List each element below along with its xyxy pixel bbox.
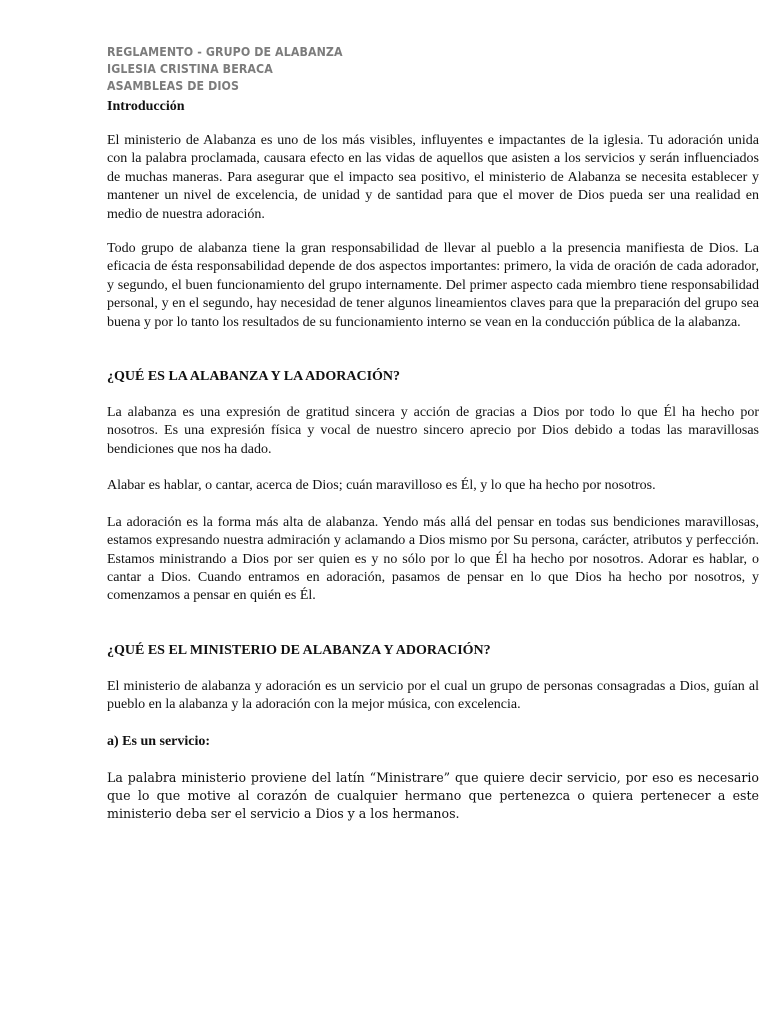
header-line-1: REGLAMENTO - GRUPO DE ALABANZA (107, 45, 343, 59)
header-line-3: ASAMBLEAS DE DIOS (107, 79, 240, 93)
section1-paragraph-3: La adoración es la forma más alta de alabanza. Yendo más allá del pensar en todas sus bendiciones maravillosas, estamos expresando nuestra admiración y aclamando a Dios mismo por Su persona, carácter, atributos y perfección. Estamos ministrando a Dios por ser quien es y no sólo por lo que Él ha hecho por nosotros. Adorar es hablar, o cantar a Dios. Cuando entramos en adoración, pasamos de pensar en lo que Dios ha hecho por nosotros, y comenzamos a pensar en quién es Él. (107, 514, 759, 604)
section-title-alabanza-adoracion: ¿QUÉ ES LA ALABANZA Y LA ADORACIÓN? (107, 369, 401, 385)
section2-paragraph-2: La palabra ministerio proviene del latín “Ministrare” que quiere decir servicio, por eso es necesario que lo que motive al corazón de cualquier hermano que pertenezca o quiera pertenecer a este ministerio deba ser el servicio a Dios y a los hermanos. (107, 769, 759, 822)
section1-paragraph-2: Alabar es hablar, o cantar, acerca de Dios; cuán maravilloso es Él, y lo que ha hecho por nosotros. (107, 478, 656, 494)
section2-paragraph-1: El ministerio de alabanza y adoración es un servicio por el cual un grupo de personas consagradas a Dios, guían al pueblo en la alabanza y la adoración con la mejor música, con excelencia. (107, 678, 759, 713)
subsection-title-servicio: a) Es un servicio: (107, 733, 211, 749)
header-line-2: IGLESIA CRISTINA BERACA (107, 62, 273, 76)
intro-paragraph-2: Todo grupo de alabanza tiene la gran responsabilidad de llevar al pueblo a la presencia manifiesta de Dios. La eficacia de ésta responsabilidad depende de dos aspectos importantes: primero, la vida de oración de cada adorador, y segundo, el buen funcionamiento del grupo internamente. Del primer aspecto cada miembro tiene responsabilidad personal, y en el segundo, hay necesidad de tener algunos lineamientos claves para que la preparación del grupo sea buena y por lo tanto los resultados de su funcionamiento interno se vean en la conducción pública de la alabanza. (107, 241, 759, 330)
intro-title: Introducción (107, 99, 185, 114)
section-title-ministerio: ¿QUÉ ES EL MINISTERIO DE ALABANZA Y ADORACIÓN? (107, 642, 491, 658)
intro-paragraph-1: El ministerio de Alabanza es uno de los más visibles, influyentes e impactantes de la iglesia. Tu adoración unida con la palabra proclamada, causara efecto en las vidas de aquellos que asisten a los servicios y serán influenciados de muchas maneras. Para asegurar que el impacto sea positivo, el ministerio de Alabanza se necesita establecer y mantener un nivel de excelencia, de unidad y de santidad para que el mover de Dios pueda ser una realidad en medio de nuestra adoración. (107, 133, 759, 222)
document-page (107, 44, 759, 824)
section1-paragraph-1: La alabanza es una expresión de gratitud sincera y acción de gracias a Dios por todo lo que Él ha hecho por nosotros. Es una expresión física y vocal de nuestro sincero aprecio por Dios debido a todas las maravillosas bendiciones que nos ha dado. (107, 405, 759, 457)
